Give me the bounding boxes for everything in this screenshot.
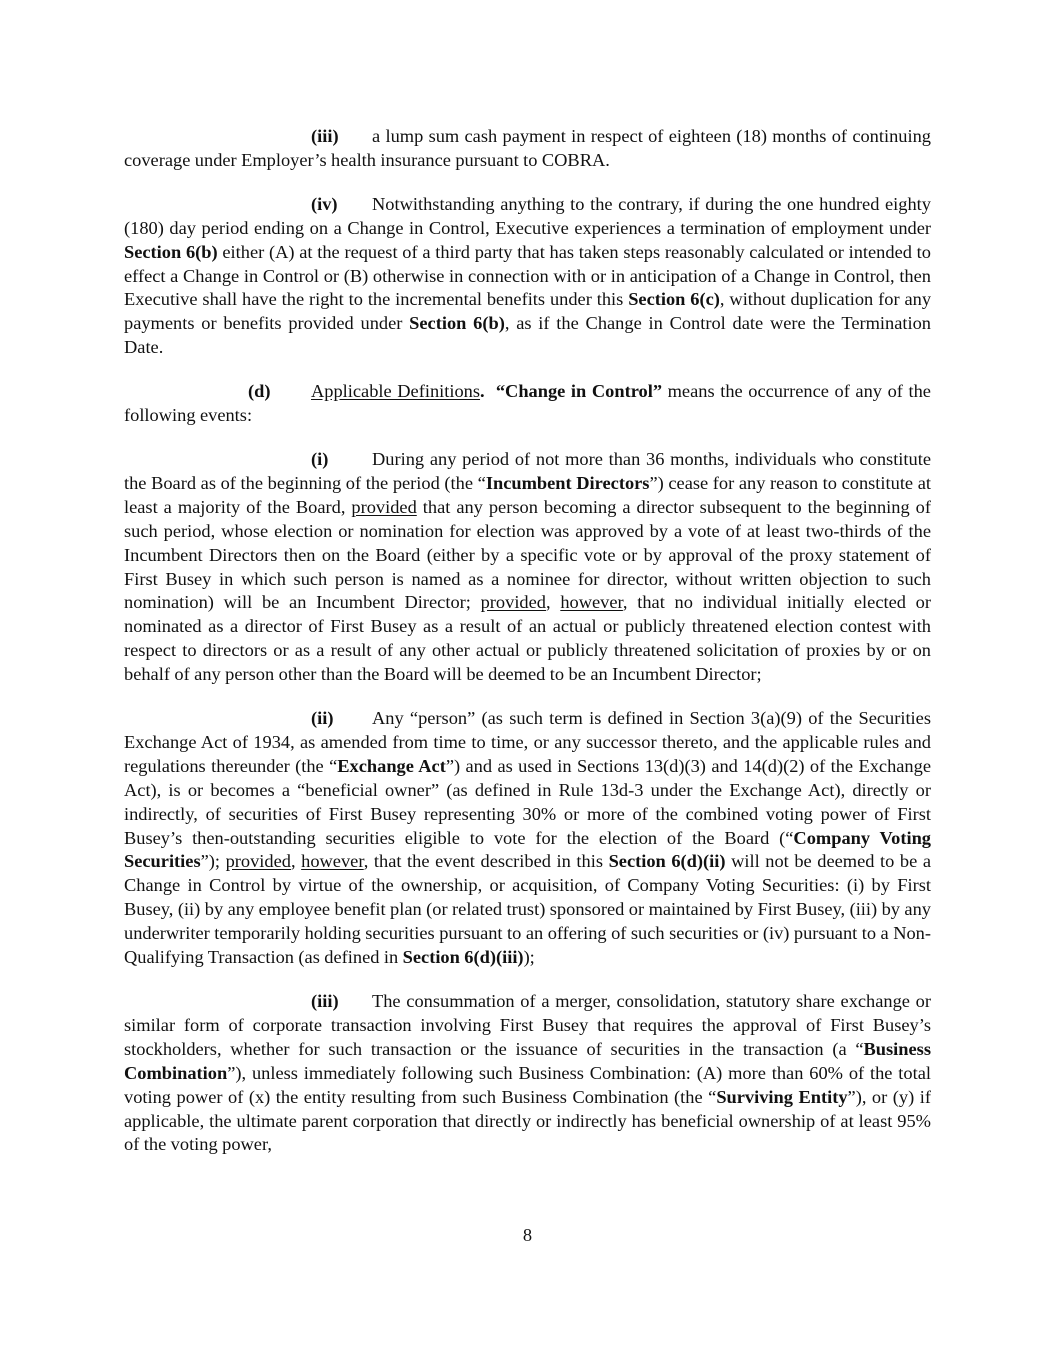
defined-term: Exchange Act — [337, 755, 446, 776]
clause-iv — [124, 193, 931, 360]
underlined-term: provided — [351, 496, 417, 517]
section-d-heading — [124, 380, 931, 428]
clause-i — [124, 448, 931, 687]
defined-term: Business Combination — [124, 1038, 931, 1083]
section-heading: Applicable Definitions — [311, 381, 481, 402]
defined-term: Surviving Entity — [716, 1086, 848, 1107]
section-reference: Section 6(c) — [628, 289, 720, 310]
clause-text: , that the event described in this — [363, 851, 609, 872]
clause-label: (iii) — [311, 991, 339, 1011]
clause-text: will not be deemed to be a Change in Control by virtue of the ownership, or acquisition, of Company Voting Securities: (i) by First Busey, (ii) by any employee benefit plan (or related trust) sponsored or maintained by First Busey, (iii) by any underwriter temporarily holding securities pursuant to an offering of such securities or (iv) pursuant to a Non-Qualifying Transaction (as defined in — [124, 851, 931, 968]
underlined-term: provided — [480, 592, 546, 613]
clause-label: (iii) — [311, 126, 339, 146]
clause-text: ); — [523, 947, 535, 968]
underlined-term: however — [301, 851, 364, 872]
clause-text: ”), unless immediately following such Business Combination: (A) more than 60% of the total voting power of (x) the entity resulting from such Business Combination (the “ — [124, 1062, 931, 1107]
section-reference: Section 6(d)(ii) — [608, 851, 726, 872]
section-reference: Section 6(b) — [409, 313, 505, 334]
section-reference: Section 6(d)(iii) — [402, 947, 524, 968]
page-number: 8 — [522, 1225, 533, 1245]
underlined-term: provided — [225, 851, 291, 872]
defined-term: “Change in Control” — [495, 381, 663, 402]
clause-text: ”); — [200, 851, 226, 872]
clause-label: (iv) — [311, 193, 338, 214]
clause-text: , without duplication for any payments or benefits provided under — [124, 289, 932, 334]
clause-label: (i) — [311, 448, 329, 469]
clause-text: , — [545, 592, 561, 613]
clause-text: ”), or (y) if applicable, the ultimate parent corporation that directly or indirectly has beneficial ownership of at least 95% of the voting power, — [124, 1086, 931, 1155]
clause-iii-cobra — [124, 125, 931, 173]
defined-term: Incumbent Directors — [485, 472, 650, 493]
section-label: (d) — [248, 381, 271, 402]
clause-text: that any person becoming a director subsequent to the beginning of such period, whose election or nomination for election was approved by a vote of at least two-thirds of the Incumbent Directors then on the Board (either by a specific vote or by approval of the proxy statement of First Busey in which such person is named as a nominee for director, without written objection to such nomination) will be an Incumbent Director; — [124, 496, 931, 613]
clause-text: , — [290, 851, 302, 872]
defined-term: Company Voting Securities — [124, 827, 931, 872]
clause-text: a lump sum cash payment in respect of eighteen (18) months of continuing coverage under Employer’s health insurance pursuant to COBRA. — [124, 126, 931, 170]
clause-text: , that no individual initially elected or nominated as a director of First Busey as a result of an actual or publicly threatened election contest with respect to directors or as a result of any other actual or publicly threatened solicitation of proxies by or on behalf of any person other than the Board will be deemed to be an Incumbent Director; — [124, 592, 931, 685]
clause-text: either (A) at the request of a third party that has taken steps reasonably calculated or intended to effect a Change in Control or (B) otherwise in connection with or in anticipation of a Change in Control, then Executive shall have the right to the incremental benefits under this — [124, 241, 931, 310]
clause-ii — [124, 707, 931, 970]
page-body — [124, 125, 931, 1177]
heading-period: . — [480, 381, 485, 402]
clause-iii-merger — [124, 990, 931, 1157]
clause-text: The consummation of a merger, consolidation, statutory share exchange or similar form of corporate transaction involving First Busey that requires the approval of First Busey’s stockholders, whether for such transaction or the issuance of securities in the transaction (a “ — [124, 991, 931, 1059]
clause-text: , as if the Change in Control date were the Termination Date. — [124, 313, 931, 358]
clause-text: Any “person” (as such term is defined in Section 3(a)(9) of the Securities Exchange Act of 1934, as amended from time to time, or any successor thereto, and the applicable rules and regulations thereunder (the “ — [124, 708, 931, 776]
clause-text: ”) cease for any reason to constitute at least a majority of the Board, — [124, 472, 931, 517]
clause-text: ”) and as used in Sections 13(d)(3) and 14(d)(2) of the Exchange Act), is or becomes a “beneficial owner” (as defined in Rule 13d-3 under the Exchange Act), directly or indirectly, of securities of First Busey representing 30% or more of the combined voting power of First Busey’s then-outstanding securities eligible to vote for the election of the Board (“ — [124, 755, 931, 848]
clause-text: During any period of not more than 36 months, individuals who constitute the Board as of the beginning of the period (the “ — [124, 448, 931, 493]
underlined-term: however — [560, 592, 623, 613]
section-reference: Section 6(b) — [124, 241, 218, 262]
section-text: means the occurrence of any of the following events: — [124, 381, 931, 426]
clause-label: (ii) — [311, 708, 334, 729]
clause-text: Notwithstanding anything to the contrary, if during the one hundred eighty (180) day period ending on a Change in Control, Executive experiences a termination of employment under — [124, 193, 931, 238]
